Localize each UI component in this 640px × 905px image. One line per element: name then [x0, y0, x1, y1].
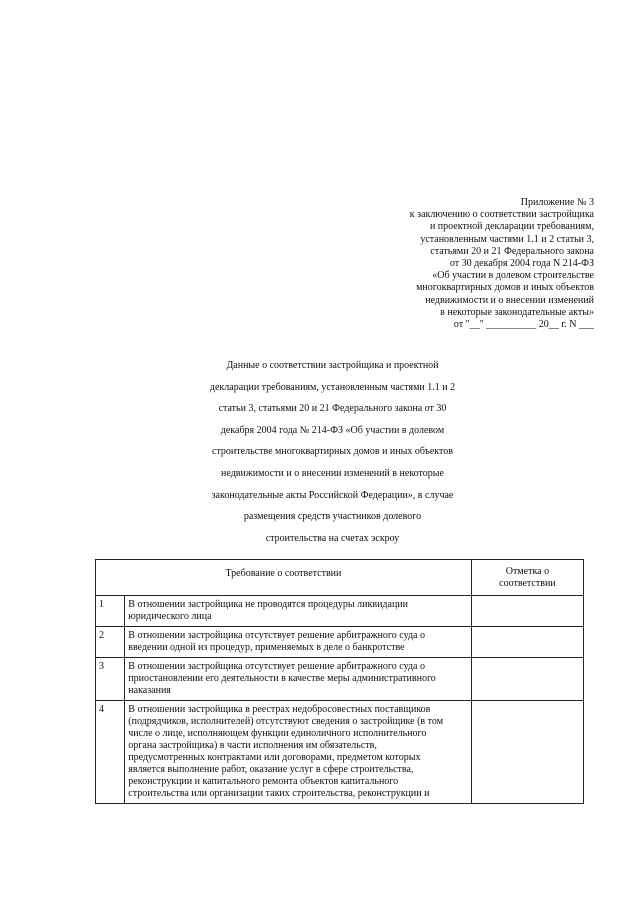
row-text-line: наказания — [128, 685, 171, 696]
annex-line: Приложение № 3 — [520, 197, 594, 208]
row-text-line: В отношении застройщика отсутствует решение арбитражного суда о — [128, 630, 425, 641]
row-text-line: В отношении застройщика отсутствует решение арбитражного суда о — [128, 661, 425, 672]
row-requirement — [125, 701, 472, 804]
annex-line: «Об участии в долевом строительстве — [432, 270, 594, 282]
annex-header — [294, 197, 594, 331]
title-line: Данные о соответствии застройщика и проектной — [226, 360, 439, 371]
annex-line: статьями 20 и 21 Федерального закона — [430, 245, 594, 257]
annex-line: недвижимости и о внесении изменений — [425, 294, 594, 306]
row-requirement — [125, 596, 472, 627]
row-text-line: предусмотренных контрактами или договорами, предметом которых — [128, 752, 421, 763]
table-row — [96, 627, 584, 658]
annex-line: многоквартирных домов и иных объектов — [416, 282, 594, 294]
row-text-line: В отношении застройщика не проводятся процедуры ликвидации — [128, 599, 408, 610]
table-row — [96, 596, 584, 627]
row-mark-cell — [471, 627, 583, 658]
row-text-line: является выполнение работ, оказание услуг в сфере строительства, — [128, 764, 414, 775]
row-mark-cell — [471, 658, 583, 701]
row-text-line: В отношении застройщика в реестрах недобросовестных поставщиков — [128, 704, 431, 715]
row-number: 1 — [96, 596, 125, 627]
annex-line: в некоторые законодательные акты» — [440, 306, 594, 318]
row-text-line: юридического лица — [128, 611, 212, 622]
header-mark — [471, 560, 583, 596]
row-text-line: (подрядчиков, исполнителей) отсутствуют сведения о застройщике (в том — [128, 716, 444, 727]
document-title — [195, 355, 470, 549]
annex-line: от "__" __________ 20__ г. N ___ — [453, 319, 594, 331]
title-line: законодательные акты Российской Федерации», в случае — [211, 489, 454, 501]
annex-line: и проектной декларации требованиям, — [429, 221, 594, 233]
title-line: размещения средств участников долевого — [243, 511, 422, 523]
title-line: статьи 3, статьями 20 и 21 Федерального закона от 30 — [218, 403, 447, 415]
title-line: строительства на счетах эскроу — [265, 532, 400, 544]
annex-line: к заключению о соответствии застройщика — [409, 209, 594, 221]
title-line: декабря 2004 года № 214-ФЗ «Об участии в долевом — [220, 424, 445, 436]
annex-line: от 30 декабря 2004 года N 214-ФЗ — [449, 258, 594, 270]
annex-line: установленным частями 1.1 и 2 статьи 3, — [420, 233, 594, 245]
row-text-line: приостановлении его деятельности в качестве меры административного — [128, 673, 436, 684]
table-row — [96, 701, 584, 804]
row-requirement — [125, 658, 472, 701]
table-row — [96, 658, 584, 701]
row-number: 2 — [96, 627, 125, 658]
title-line: декларации требованиям, установленным частями 1.1 и 2 — [209, 381, 456, 393]
row-text-line: числе о лице, исполняющем функции единоличного исполнительного — [128, 728, 427, 739]
row-text-line: реконструкции и капитального ремонта объектов капитального — [128, 776, 399, 787]
row-number: 3 — [96, 658, 125, 701]
header-mark-line: соответствии — [499, 578, 556, 589]
row-number: 4 — [96, 701, 125, 804]
row-text-line: органа застройщика) в части исполнения им обязательств, — [128, 740, 377, 751]
title-line: недвижимости и о внесении изменений в некоторые — [221, 467, 444, 479]
header-requirement: Требование о соответствии — [96, 560, 472, 596]
row-mark-cell — [471, 596, 583, 627]
header-mark-line: Отметка о — [505, 566, 550, 577]
table-header-row — [96, 560, 584, 596]
row-mark-cell — [471, 701, 583, 804]
requirements-table — [95, 559, 584, 804]
row-requirement — [125, 627, 472, 658]
row-text-line: введении одной из процедур, применяемых в деле о банкротстве — [128, 642, 405, 653]
title-line: строительстве многоквартирных домов и иных объектов — [212, 446, 453, 458]
row-text-line: строительства или организации таких строительства, реконструкции и — [128, 788, 430, 799]
